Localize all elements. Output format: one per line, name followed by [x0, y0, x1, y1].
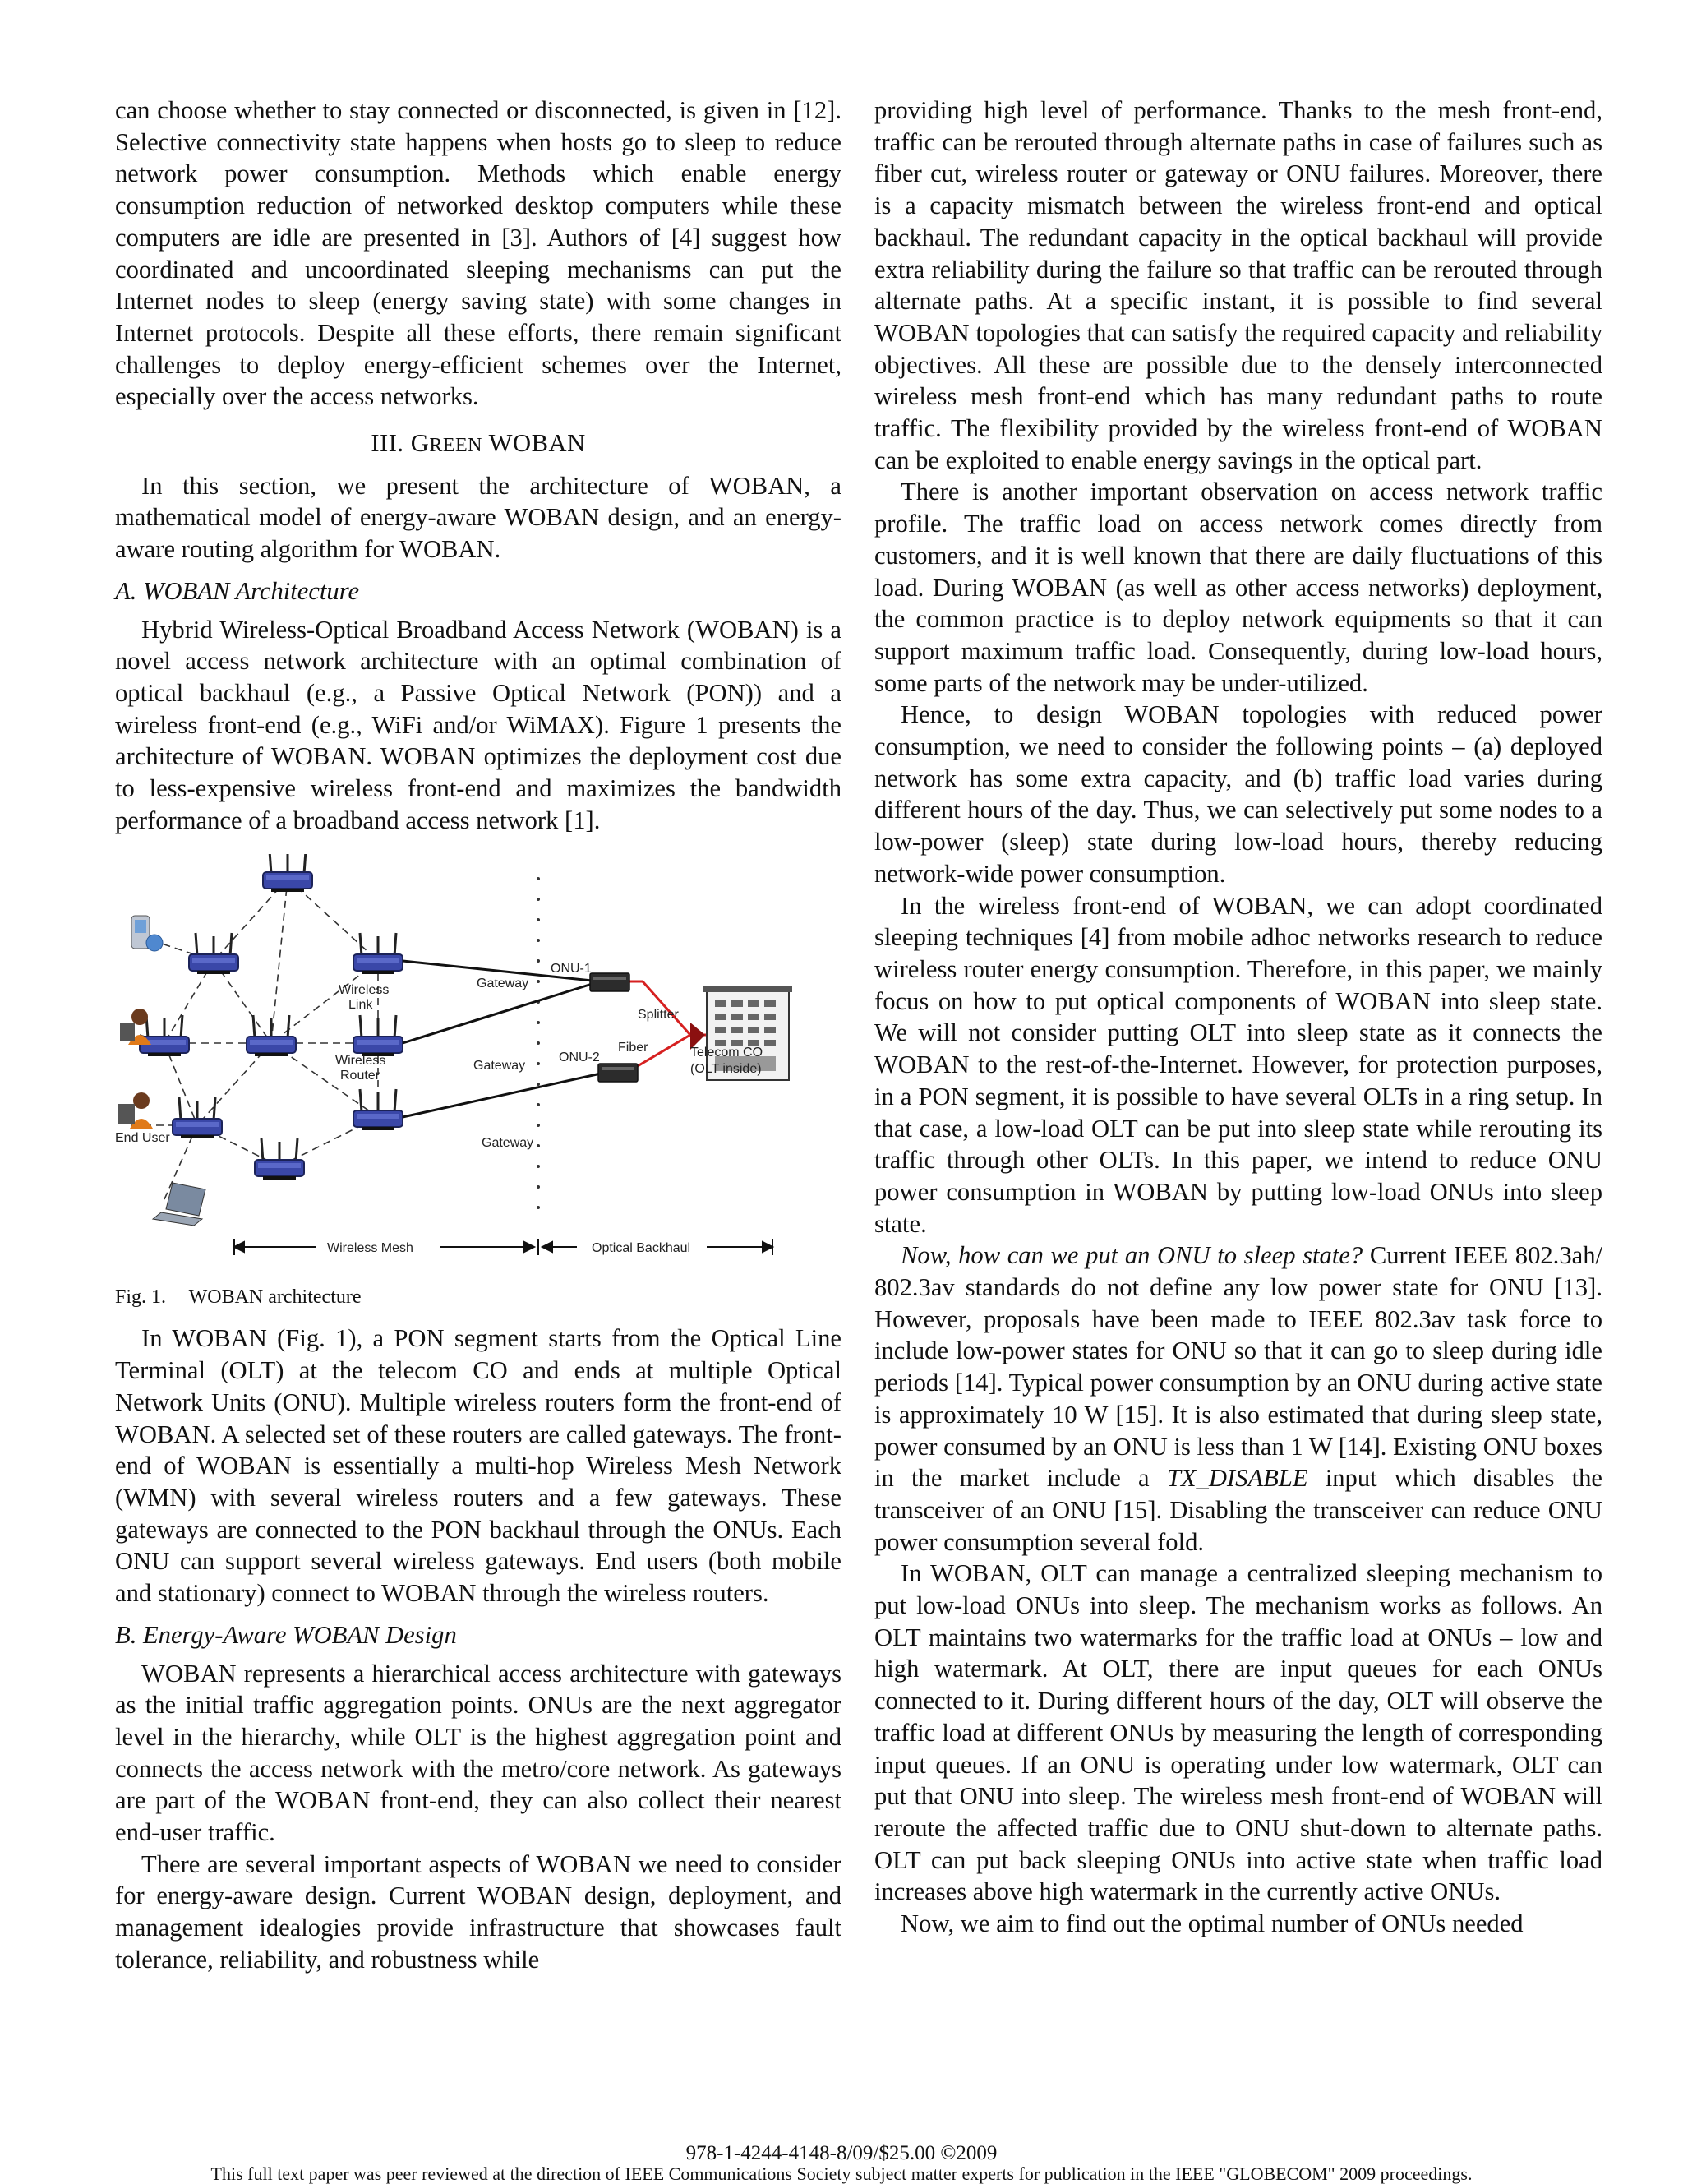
math-tx-disable: TX_DISABLE: [1166, 1464, 1308, 1493]
paragraph-text: input which disables the transceiver of an ONU [15]. Disabling the transceiver can reduce ONU power consumption several fold.: [874, 1464, 1602, 1556]
boundary-dots: [537, 877, 540, 1209]
left-column: [115, 95, 842, 1976]
splitter-label: Splitter: [638, 1008, 679, 1023]
onu-1-label: ONU-1: [551, 962, 592, 977]
onu-2-icon: [598, 1064, 638, 1082]
router-icon: [189, 933, 238, 974]
figure-caption: [115, 1285, 842, 1309]
woban-architecture-figure: [115, 854, 842, 1281]
gateway-label: Gateway: [473, 1059, 526, 1074]
paragraph: Hence, to design WOBAN topologies with reduced power consumption, we need to consider the following points – (a) deployed network has some extra capacity, and (b) traffic load varies during different hours of the day. Thus, we can selectively put some nodes to a low-power (sleep) state during low-load hours, thereby reducing network-wide power consumption.: [874, 700, 1602, 888]
wireless-router-label: Wireless: [335, 1054, 386, 1069]
fiber-label: Fiber: [618, 1041, 648, 1055]
paragraph: In WOBAN (Fig. 1), a PON segment starts from the Optical Line Terminal (OLT) at the telecom CO and ends at multiple Optical Network Units (ONU). Multiple wireless routers form the front-end of WOBAN. A selected set of these routers are called gateways. The front-end of WOBAN is essentially a multi-hop Wireless Mesh Network (WMN) with several wireless routers and a few gateways. These gateways are connected to the PON backhaul through the ONUs. Each ONU can support several wireless gateways. End users (both mobile and stationary) connect to WOBAN through the wireless routers.: [115, 1324, 842, 1608]
review-notice-footer: This full text paper was peer reviewed at the direction of IEEE Communications Society subject matter experts for publication in the IEEE "GLOBECOM" 2009 proceedings.: [210, 2163, 1473, 2184]
section-title-initial: G: [410, 429, 430, 458]
telecom-label: Telecom CO: [690, 1046, 763, 1060]
section-title-smallcaps: REEN: [429, 435, 482, 457]
laptop-icon: [153, 1183, 205, 1226]
wireless-mesh-label: Wireless Mesh: [327, 1241, 413, 1256]
onu-1-icon: [590, 973, 629, 991]
wireless-link-label: Link: [348, 998, 373, 1013]
router-icon: [140, 1015, 189, 1056]
subsection-heading-a: A. WOBAN Architecture: [115, 576, 360, 605]
gateway-router-icon: [353, 933, 403, 974]
figure-caption-text: WOBAN architecture: [188, 1286, 362, 1309]
mobile-device-icon: [131, 916, 163, 951]
end-user-label: End User: [115, 1131, 170, 1146]
end-user-icon: [118, 1092, 153, 1129]
gateway-router-icon: [353, 1015, 403, 1056]
paragraph-text: Current IEEE 802.3ah/ 802.3av standards do not define any low power state for ONU [13]. However, proposals have been made to IEEE 802.3av task force to include low-power states for ONU so that it can go to sleep during idle periods [14]. Typical power consumption by an ONU during active state is approximately 10 W [15]. It is also estimated that during sleep state, power consumed by an ONU is less than 1 W [14]. Existing ONU boxes in the market include a: [874, 1241, 1602, 1493]
section-title-tail: WOBAN: [488, 429, 586, 458]
paragraph: [874, 1240, 1602, 1558]
copyright-footer: 978-1-4244-4148-8/09/$25.00 ©2009: [685, 2142, 998, 2164]
woban-diagram: [115, 854, 842, 1281]
section-number: III.: [371, 429, 404, 458]
router-icon: [263, 854, 312, 892]
wireless-link-label: Wireless: [339, 983, 390, 998]
paragraph: In this section, we present the architecture of WOBAN, a mathematical model of energy-aware WOBAN design, and an energy-aware routing algorithm for WOBAN.: [115, 471, 842, 564]
gateway-label: Gateway: [477, 977, 529, 991]
router-icon: [247, 1015, 296, 1056]
paragraph: Now, we aim to find out the optimal number of ONUs needed: [901, 1909, 1524, 1938]
section-heading: [115, 427, 842, 462]
paragraph: In WOBAN, OLT can manage a centralized sleeping mechanism to put low-load ONUs into sleep. The mechanism works as follows. An OLT maintains two watermarks for the traffic load at ONUs – low and high watermark. At OLT, there are input queues for each ONUs connected to it. During different hours of the day, OLT will observe the traffic load at different ONUs by measuring the length of corresponding input queues. If an ONU is operating under low watermark, OLT can put that ONU into sleep. The wireless mesh front-end of WOBAN will reroute the affected traffic due to ONU shut-down to alternate paths. OLT can put back sleeping ONUs into active state when traffic load increases above high watermark in the currently active ONUs.: [874, 1559, 1602, 1906]
gateway-router-icon: [353, 1089, 403, 1130]
gateway-label: Gateway: [482, 1136, 534, 1151]
paragraph: There is another important observation on access network traffic profile. The traffic load on access network comes directly from customers, and it is well known that there are daily fluctuations of this load. During WOBAN (as well as other access networks) deployment, the common practice is to deploy network equipments so that it can support maximum traffic load. Consequently, during low-load hours, some parts of the network may be under-utilized.: [874, 478, 1602, 697]
figure-caption-number: Fig. 1.: [115, 1286, 167, 1309]
wireless-router-label: Router: [340, 1069, 380, 1083]
scale-arrows: [234, 1239, 772, 1255]
router-icon: [173, 1097, 222, 1138]
paragraph: providing high level of performance. Thanks to the mesh front-end, traffic can be rerouted through alternate paths in case of failures such as fiber cut, wireless router or gateway or ONU failures. Moreover, there is a capacity mismatch between the wireless front-end and optical backhaul. The redundant capacity in the optical backhaul will provide extra reliability during the failure so that traffic can be rerouted through alternate paths. At a specific instant, it is possible to find several WOBAN topologies that can satisfy the required capacity and reliability objectives. All these are possible due to the densely interconnected wireless mesh front-end which has many redundant paths to route traffic. The flexibility provided by the wireless front-end of WOBAN can be exploited to enable energy savings in the optical part.: [874, 96, 1602, 474]
right-column: [874, 95, 1602, 1940]
italic-question: Now, how can we put an ONU to sleep state?: [901, 1241, 1363, 1270]
router-icon: [255, 1138, 304, 1180]
telecom-sublabel: (OLT inside): [690, 1062, 762, 1077]
paragraph: WOBAN represents a hierarchical access architecture with gateways as the initial traffic aggregation points. ONUs are the next aggregator level in the hierarchy, while OLT is the highest aggregation point and connects the access network with the metro/core network. As gateways are part of the WOBAN front-end, they can also collect their nearest end-user traffic.: [115, 1659, 842, 1847]
paragraph: There are several important aspects of WOBAN we need to consider for energy-aware design. Current WOBAN design, deployment, and management idealogies provide infrastructure that showcases fault tolerance, reliability, and robustness while: [115, 1849, 842, 1974]
paragraph: can choose whether to stay connected or disconnected, is given in [12]. Selective connectivity state happens when hosts go to sleep to reduce network power consumption. Methods which enable energy consumption reduction of networked desktop computers while these computers are idle are presented in [3]. Authors of [4] suggest how coordinated and uncoordinated sleeping mechanisms can put the Internet nodes to sleep (energy saving state) with some changes in Internet protocols. Despite all these efforts, there remain significant challenges to deploy energy-efficient schemes over the Internet, especially over the access networks.: [115, 96, 842, 411]
onu-2-label: ONU-2: [559, 1050, 600, 1065]
subsection-heading-b: B. Energy-Aware WOBAN Design: [115, 1620, 457, 1649]
paragraph: Hybrid Wireless-Optical Broadband Access Network (WOBAN) is a novel access network architecture with an optimal combination of optical backhaul (e.g., a Passive Optical Network (PON)) and a wireless front-end (e.g., WiFi and/or WiMAX). Figure 1 presents the architecture of WOBAN. WOBAN optimizes the deployment cost due to less-expensive wireless front-end and maximizes the bandwidth performance of a broadband access network [1].: [115, 615, 842, 834]
optical-backhaul-label: Optical Backhaul: [592, 1241, 691, 1256]
paragraph: In the wireless front-end of WOBAN, we can adopt coordinated sleeping techniques [4] from mobile adhoc networks research to reduce wireless router energy consumption. Therefore, in this paper, we mainly focus on how to put optical components of WOBAN into sleep state. We will not consider putting OLT into sleep state as it connects the WOBAN to the rest-of-the-Internet. However, for protection purposes, in a PON segment, it is possible to have several OLTs in a ring setup. In that case, a low-load OLT can be put into sleep state while rerouting its traffic through other OLTs. In this paper, we intend to reduce ONU power consumption in WOBAN by putting low-load ONUs into sleep state.: [874, 891, 1602, 1238]
